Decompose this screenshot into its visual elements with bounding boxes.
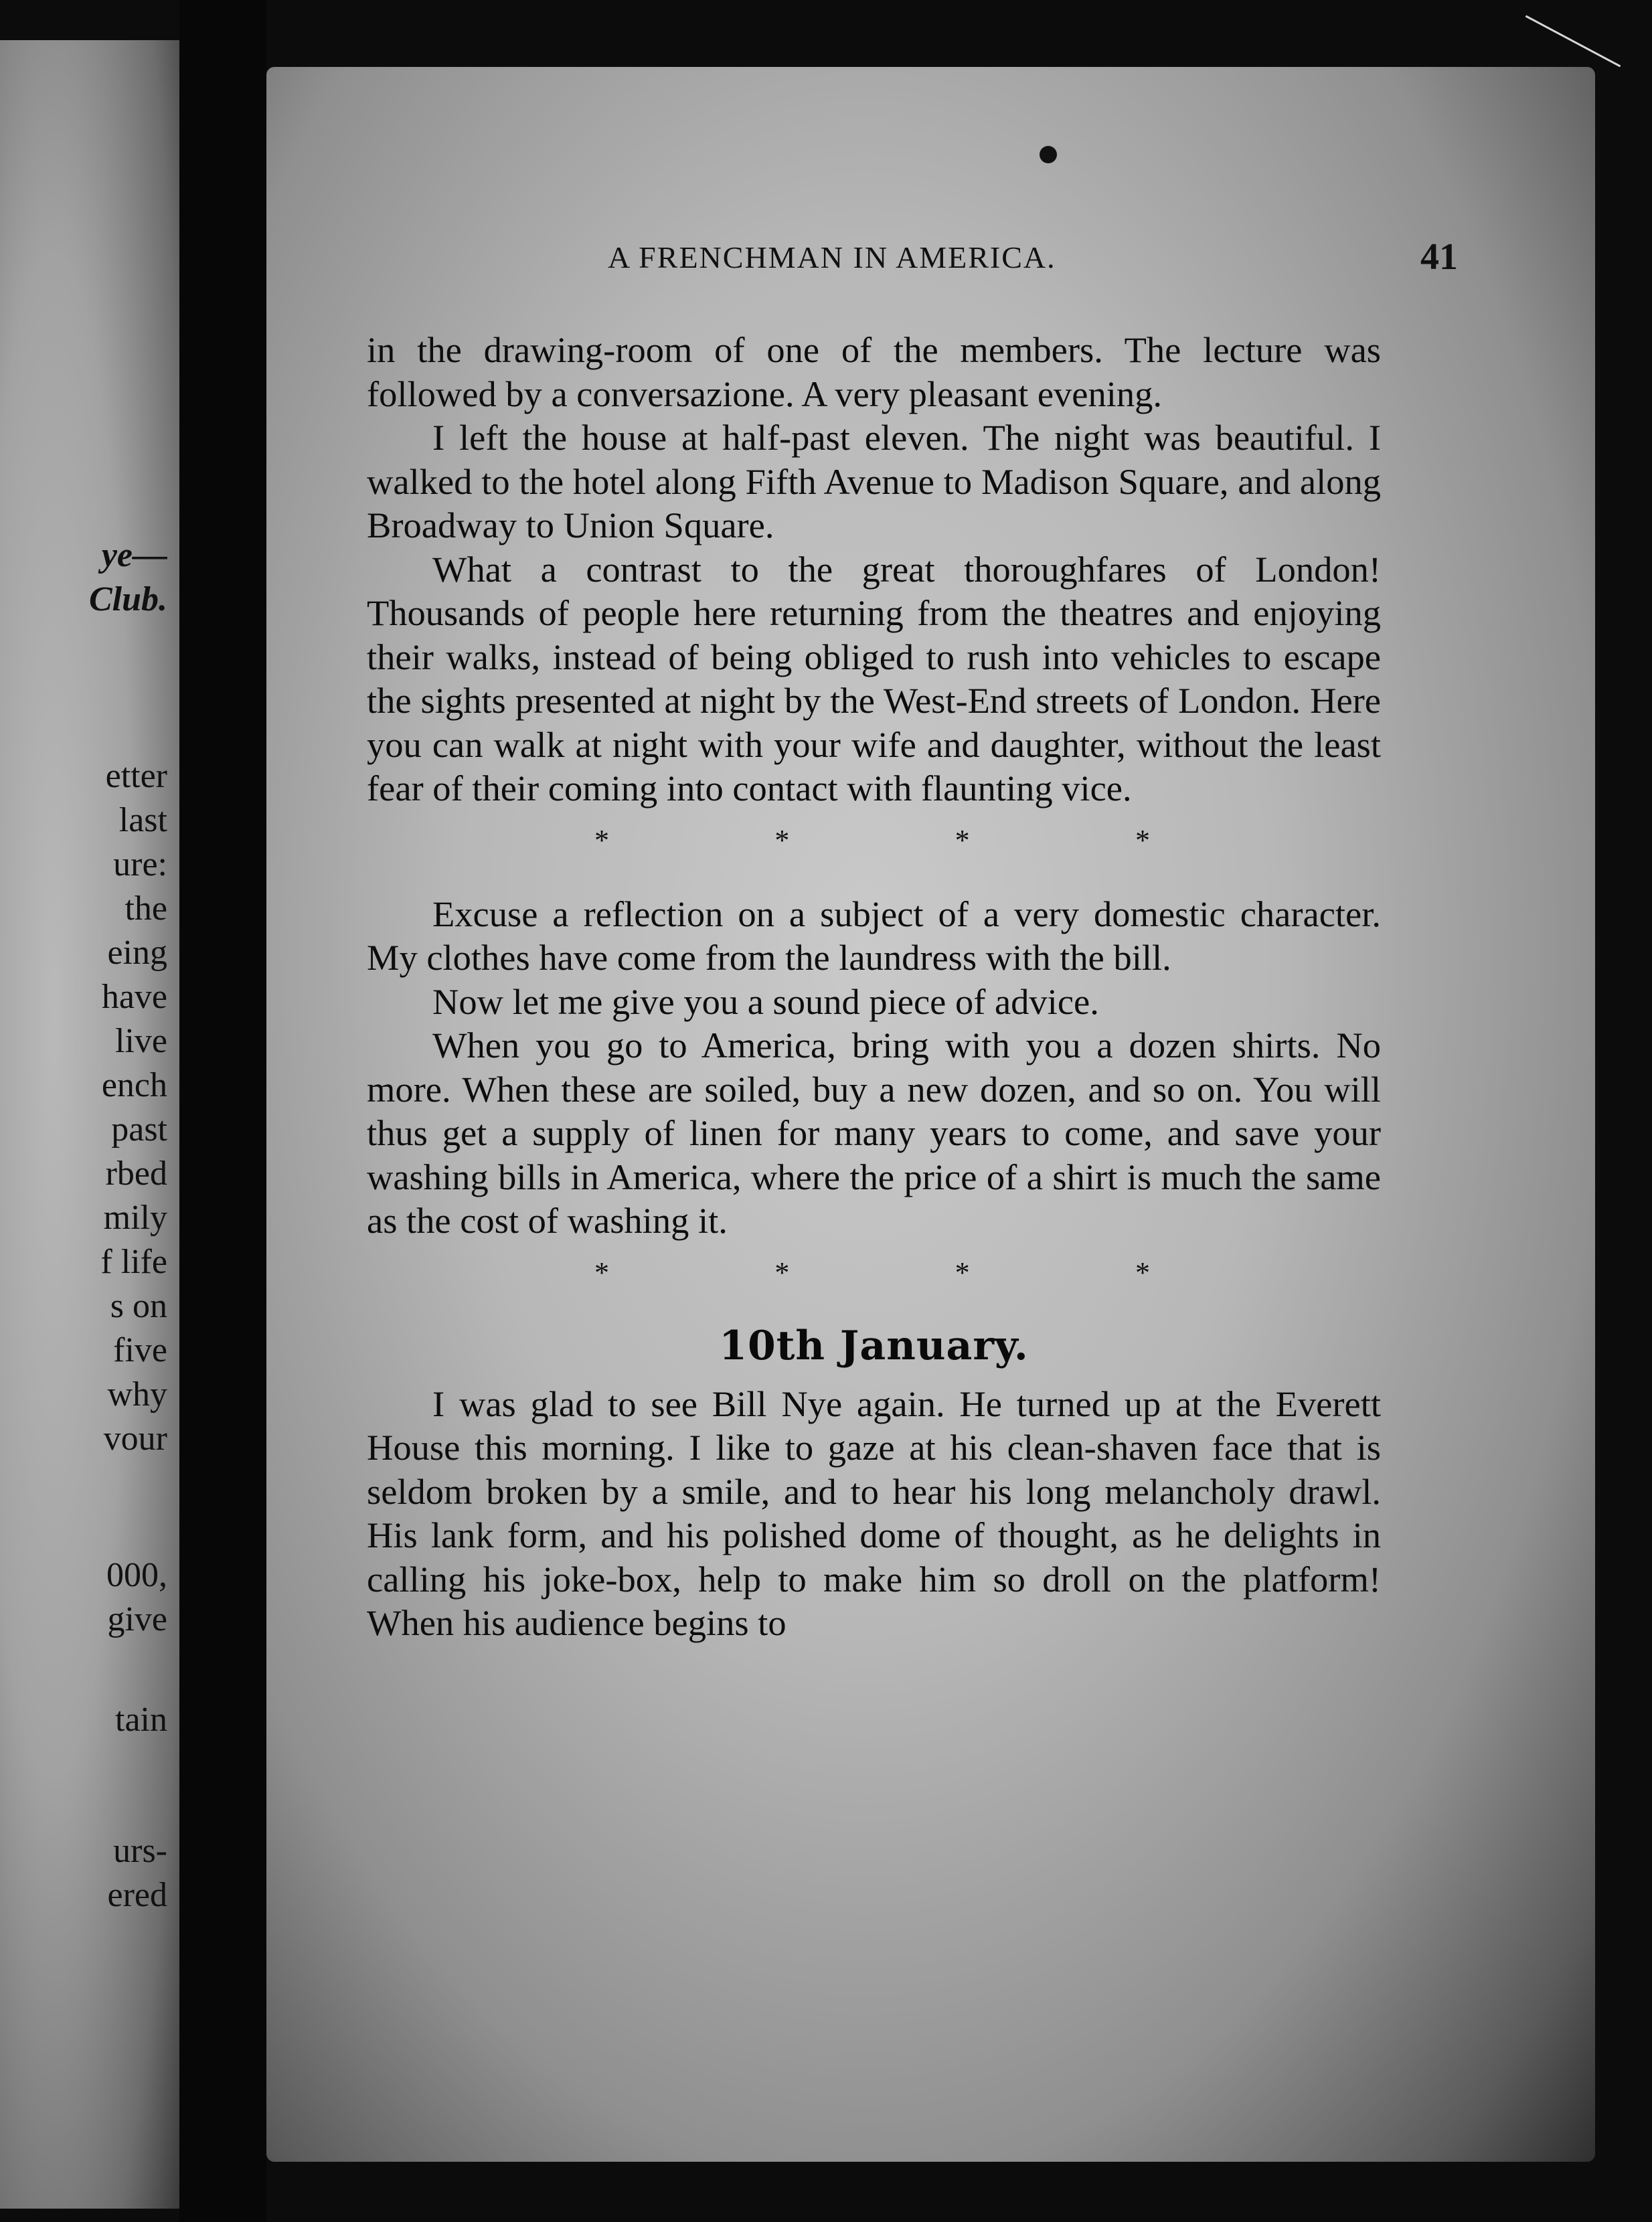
star: * <box>1135 1256 1150 1289</box>
left-page-text-fragment: f life <box>100 1243 167 1281</box>
date-heading: 10th January. <box>719 1322 1029 1369</box>
left-page-text-fragment: s on <box>110 1287 167 1325</box>
section-divider-stars <box>594 1251 1150 1295</box>
star: * <box>1135 823 1150 857</box>
left-page-text-fragment: vour <box>103 1420 167 1458</box>
ink-speck <box>1040 146 1057 163</box>
left-page-text-fragment: ye— <box>101 536 167 574</box>
left-page-text-fragment: why <box>107 1375 167 1414</box>
left-page-text-fragment: 000, <box>106 1556 167 1594</box>
left-page-text-fragment: ered <box>107 1876 167 1914</box>
book-gutter <box>179 0 266 2222</box>
page-body <box>367 328 1381 1645</box>
left-page-text-fragment: tain <box>115 1701 167 1739</box>
paragraph: in the drawing-room of one of the members. The lecture was followed by a conversazione. A very pleasant evening. <box>367 329 1381 414</box>
left-page-text-fragment: live <box>115 1022 167 1060</box>
left-page-text-fragment: five <box>113 1331 167 1369</box>
left-page-text-fragment: ench <box>101 1066 167 1104</box>
page-header <box>608 236 1458 286</box>
left-page-text-fragment: the <box>125 889 167 928</box>
paragraph: What a contrast to the great thoroughfares of London! Thousands of people here returning from the theatres and enjoying their walks, instead of being obliged to rush into vehicles to escape the sights presented at night by the West-End streets of London. Here you can walk at night with your wife and daughter, without the least fear of their coming into contact with flaunting vice. <box>367 548 1381 808</box>
paragraph: I left the house at half-past eleven. The night was beautiful. I walked to the hotel along Fifth Avenue to Madison Square, and along Broadway to Union Square. <box>367 417 1381 545</box>
paragraph: I was glad to see Bill Nye again. He turned up at the Everett House this morning. I like to gaze at his clean-shaven face that is seldom broken by a smile, and to hear his long melancholy drawl. His lank form, and his polished dome of thought, as he delights in calling his joke-box, help to make him so droll on the platform! When his audience begins to <box>367 1383 1381 1643</box>
left-page-text-fragment: rbed <box>105 1155 167 1193</box>
star: * <box>594 823 609 857</box>
left-page-text-fragment: eing <box>107 934 167 972</box>
scan-artifact-line <box>1525 15 1621 68</box>
left-page-text-fragment: past <box>111 1110 167 1148</box>
left-page-text-fragment: mily <box>103 1199 167 1237</box>
star: * <box>955 1256 970 1289</box>
left-page-text-fragment: urs- <box>113 1832 167 1870</box>
star: * <box>955 823 970 857</box>
star: * <box>774 823 790 857</box>
left-page-text-fragment: last <box>118 801 167 839</box>
previous-page-edge <box>0 40 179 2209</box>
section-divider-stars <box>594 819 1150 863</box>
left-page-text-fragment: Club. <box>88 580 167 618</box>
left-page-text-fragment: ure: <box>113 845 167 883</box>
running-title: A FRENCHMAN IN AMERICA. <box>608 240 1056 274</box>
paragraph: Excuse a reflection on a subject of a very domestic character. My clothes have come from the laundress with the bill. <box>367 893 1381 978</box>
star: * <box>774 1256 790 1289</box>
left-page-text-fragment: etter <box>105 757 167 795</box>
paragraph: Now let me give you a sound piece of advice. <box>432 980 1099 1022</box>
book-page <box>266 67 1595 2162</box>
left-page-text-fragment: give <box>107 1600 167 1638</box>
page-number: 41 <box>1420 236 1458 278</box>
left-page-text-fragment: have <box>101 978 167 1016</box>
paragraph: When you go to America, bring with you a dozen shirts. No more. When these are soiled, buy a new dozen, and so on. You will thus get a supply of linen for many years to come, and save your washing bills in America, where the price of a shirt is much the same as the cost of washing it. <box>367 1025 1381 1241</box>
star: * <box>594 1256 609 1289</box>
